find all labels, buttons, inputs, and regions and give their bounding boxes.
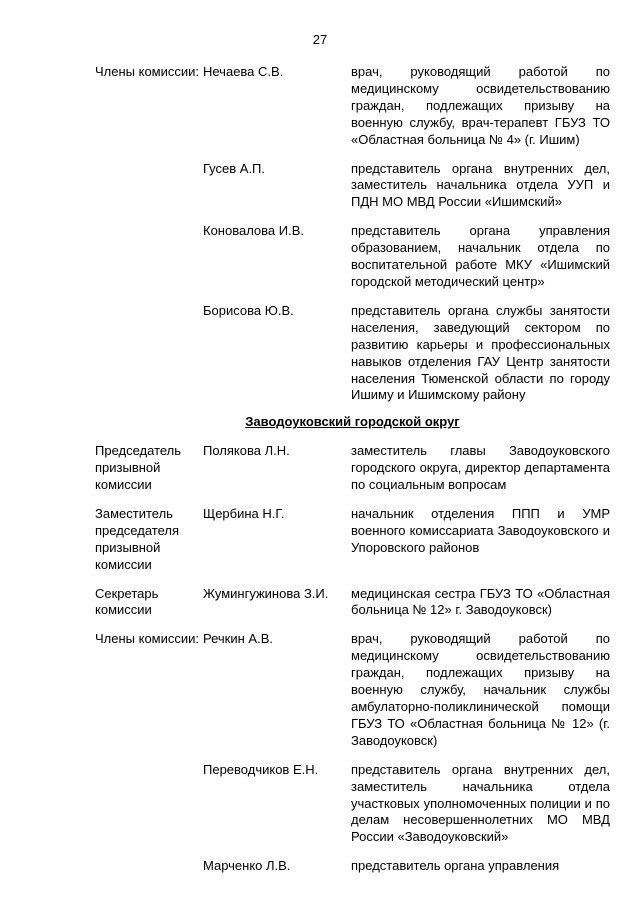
member-description: представитель органа управления <box>351 858 560 874</box>
member-name: Речкин А.В. <box>203 631 273 647</box>
member-row <box>95 631 610 749</box>
member-description: представитель органа службы занятости населения, заведующий сектором по развитию карьеры и профессиональных навыков отделения ГАУ Центр занятости населения Тюменской области по городу Ишиму и Ишимскому району <box>351 302 610 403</box>
member-row <box>95 506 610 574</box>
role-label: Председатель призывной комиссии <box>95 443 182 493</box>
member-name: Нечаева С.В. <box>203 64 284 79</box>
member-name: Жумингужинова З.И. <box>203 585 329 601</box>
member-row <box>95 303 610 404</box>
member-name: Марченко Л.В. <box>203 858 291 874</box>
member-description: врач, руководящий работой по медицинскому освидетельствованию граждан, подлежащих призыву на военную службу, начальник службы амбулаторно-поликлинической помощи ГБУЗ ТО «Областная больница № 12» (г. Заводоуковск) <box>351 631 610 748</box>
member-name: Полякова Л.Н. <box>203 443 290 459</box>
member-description: представитель органа управления образованием, начальник отдела по воспитательной работе МКУ «Ишимский городской методический центр» <box>351 223 610 289</box>
member-name: Гусев А.П. <box>203 160 266 176</box>
member-description: врач, руководящий работой по медицинскому освидетельствованию граждан, подлежащих призыву на военную службу, врач-терапевт ГБУЗ ТО «Областная больница № 4» (г. Ишим) <box>351 64 610 147</box>
member-description: медицинская сестра ГБУЗ ТО «Областная больница № 12» г. Заводоуковск) <box>351 585 610 618</box>
member-name: Коновалова И.В. <box>203 223 305 239</box>
member-description: заместитель главы Заводоуковского городского округа, директор департамента по социальным вопросам <box>351 443 610 493</box>
role-label: Члены комиссии: <box>95 631 200 647</box>
member-name: Переводчиков Е.Н. <box>203 761 319 777</box>
role-label <box>95 762 203 847</box>
role-label: Секретарь комиссии <box>95 585 159 618</box>
role-label <box>95 858 203 875</box>
member-row <box>95 858 610 875</box>
member-row <box>95 64 610 149</box>
member-row <box>95 762 610 847</box>
page-number: 27 <box>312 32 328 47</box>
member-name: Борисова Ю.В. <box>203 302 294 318</box>
section-title: Заводоуковский городской округ <box>245 414 460 430</box>
member-description: представитель органа внутренних дел, заместитель начальника отдела участковых уполномоченных полиции и по делам несовершеннолетних МО МВД России «Заводоуковский» <box>351 761 610 845</box>
member-description: начальник отделения ППП и УМР военного комиссариата Заводоуковского и Упоровского районов <box>351 505 610 555</box>
role-label <box>95 161 203 212</box>
member-row <box>95 586 610 620</box>
member-row <box>95 223 610 291</box>
role-label: Члены комиссии: <box>95 64 200 79</box>
member-row <box>95 443 610 494</box>
member-row <box>95 161 610 212</box>
role-label: Заместитель председателя призывной комиссии <box>95 505 180 572</box>
commission-list <box>95 64 610 875</box>
member-name: Щербина Н.Г. <box>203 505 285 521</box>
role-label <box>95 223 203 291</box>
member-description: представитель органа внутренних дел, заместитель начальника отдела УУП и ПДН МО МВД России «Ишимский» <box>351 160 610 210</box>
role-label <box>95 303 203 404</box>
